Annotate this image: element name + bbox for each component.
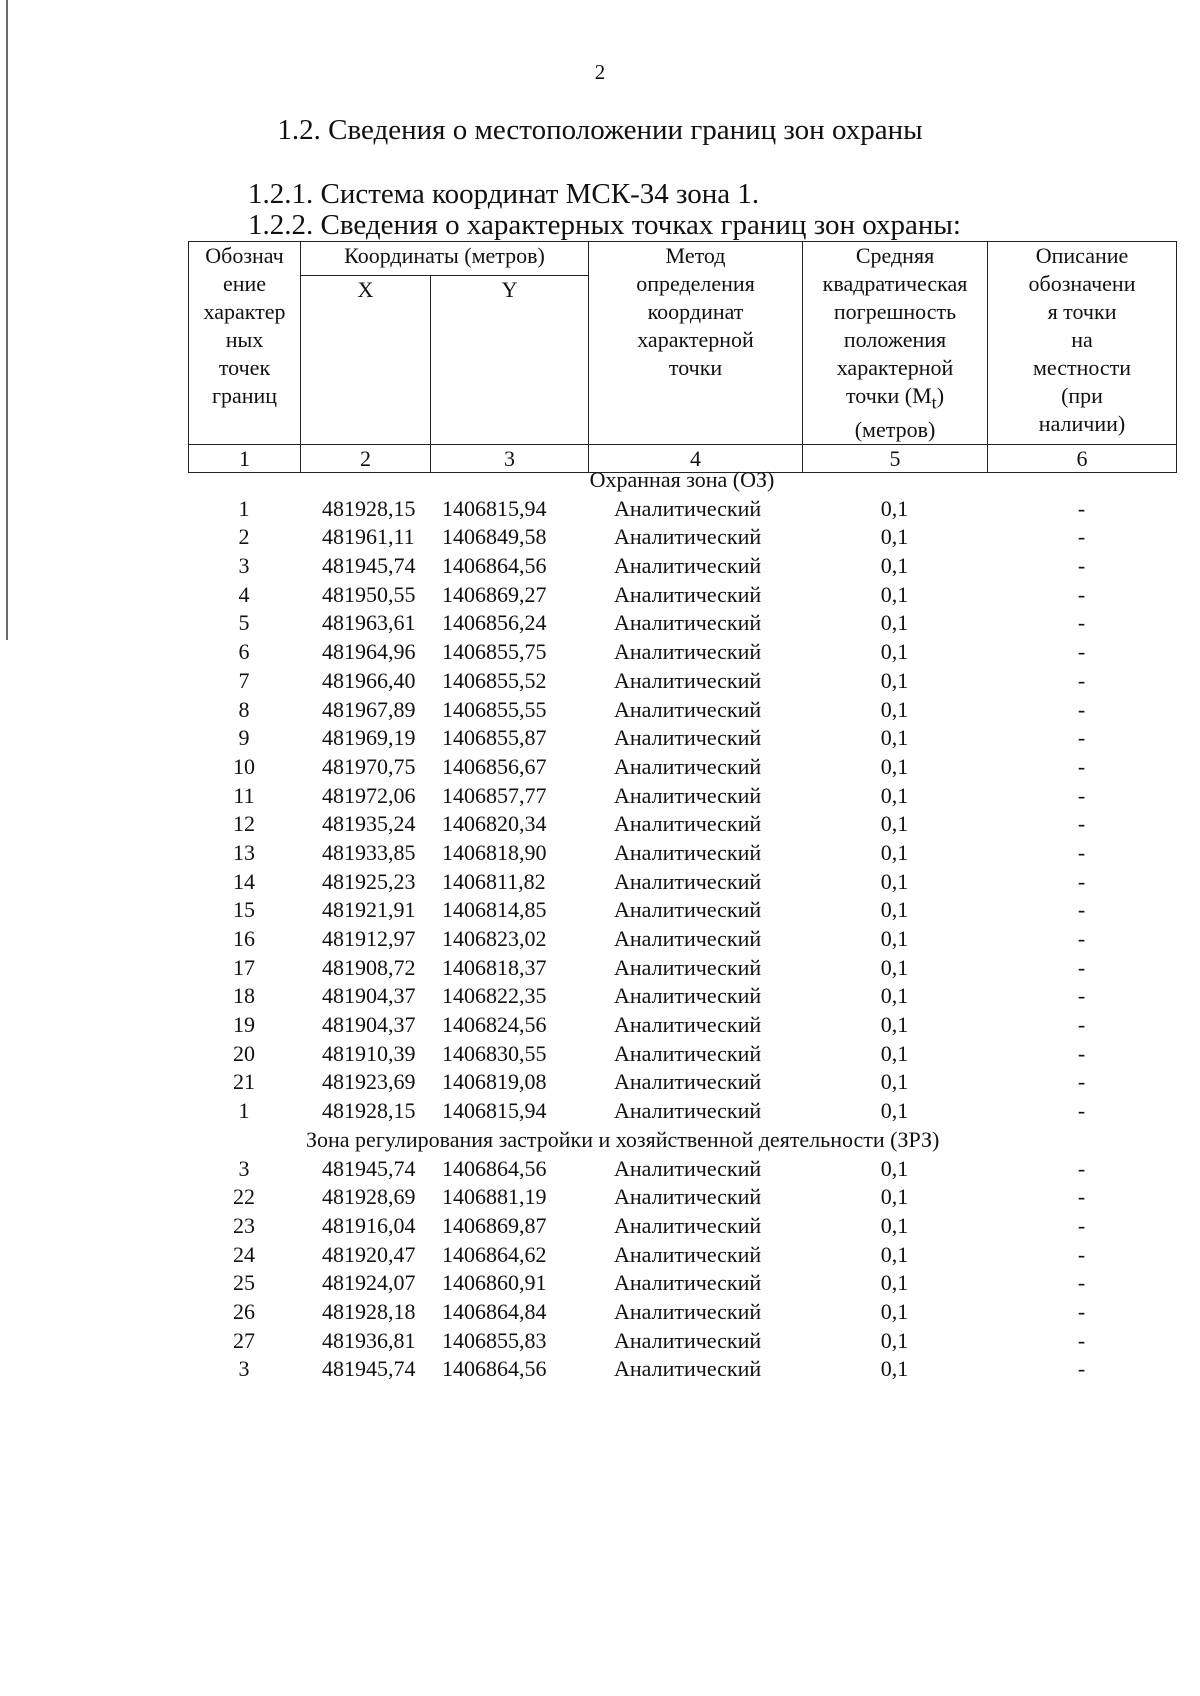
column-number: 2: [301, 445, 431, 473]
point-number: 24: [233, 1241, 255, 1267]
point-number: 15: [233, 897, 255, 923]
coord-y: 1406864,84: [442, 1298, 547, 1324]
mean-error: 0,1: [880, 983, 909, 1009]
mean-error: 0,1: [880, 1212, 909, 1238]
coord-x: 481945,74: [322, 1356, 416, 1382]
coord-x: 481970,75: [322, 753, 416, 779]
method: Аналитический: [614, 926, 762, 951]
header-y: Y: [431, 276, 589, 445]
coord-y: 1406855,55: [442, 696, 547, 722]
section-title: Охранная зона (ОЗ): [589, 467, 775, 492]
method: Аналитический: [614, 954, 762, 980]
mean-error: 0,1: [880, 553, 909, 579]
table-row: [188, 1155, 1176, 1184]
point-description: -: [1077, 782, 1086, 808]
section-title: Зона регулирования застройки и хозяйственной деятельности (ЗРЗ): [306, 1126, 940, 1152]
point-description: -: [1077, 639, 1086, 665]
point-description: -: [1077, 1098, 1086, 1124]
method: Аналитический: [614, 868, 762, 894]
method: Аналитический: [614, 1155, 762, 1181]
coord-y: 1406860,91: [442, 1270, 547, 1296]
point-description: -: [1077, 495, 1086, 521]
coord-x: 481933,85: [322, 839, 416, 865]
header-error: Средняя квадратическая погрешность положения характерной точки $(M_t)$ (метров): [803, 242, 988, 445]
point-number: 19: [233, 1012, 255, 1038]
coord-y: 1406864,56: [442, 1155, 547, 1181]
table-row: [188, 782, 1176, 811]
mean-error: 0,1: [880, 1069, 909, 1095]
document-title: 1.2. Сведения о местоположении границ зон охраны: [277, 114, 923, 146]
method: Аналитический: [614, 725, 762, 751]
coord-x: 481964,96: [322, 639, 416, 665]
mean-error: 0,1: [880, 524, 909, 550]
coord-x: 481923,69: [322, 1069, 416, 1095]
method: Аналитический: [614, 667, 762, 693]
coord-x: 481961,11: [322, 524, 415, 550]
point-number: 25: [233, 1270, 255, 1296]
coord-x: 481935,24: [322, 811, 416, 837]
method: Аналитический: [614, 1270, 762, 1296]
coord-x: 481928,15: [322, 1098, 416, 1124]
mean-error: 0,1: [880, 1327, 909, 1353]
point-description: -: [1077, 610, 1086, 636]
coord-y: 1406855,75: [442, 639, 547, 665]
table-row: [188, 896, 1176, 925]
coord-x: 481966,40: [322, 667, 416, 693]
table-row: [188, 581, 1176, 610]
point-description: -: [1077, 811, 1086, 837]
coord-x: 481921,91: [322, 897, 416, 923]
point-number: 21: [233, 1069, 255, 1095]
method: Аналитический: [614, 983, 762, 1009]
point-description: -: [1077, 1212, 1086, 1238]
method: Аналитический: [614, 1356, 762, 1382]
table-row: [188, 1040, 1176, 1069]
method: Аналитический: [614, 1327, 762, 1353]
coord-y: 1406857,77: [442, 782, 547, 808]
point-description: -: [1077, 725, 1086, 751]
coord-y: 1406869,27: [442, 581, 547, 607]
method: Аналитический: [614, 610, 762, 636]
coord-x: 481945,74: [322, 553, 416, 579]
mean-error: 0,1: [880, 1155, 909, 1181]
header-designation: Обознач ение характер ных точек границ: [189, 242, 301, 445]
mean-error: 0,1: [880, 667, 909, 693]
table-row: [188, 552, 1176, 581]
coord-y: 1406864,62: [442, 1241, 547, 1267]
mean-error: 0,1: [880, 1184, 909, 1210]
coord-y: 1406814,85: [442, 897, 547, 923]
point-description: -: [1077, 1012, 1086, 1038]
table-row: [188, 638, 1176, 667]
section-oz: [188, 466, 1176, 1126]
point-number: 3: [238, 553, 250, 579]
table-row: [188, 1183, 1176, 1212]
coord-y: 1406856,67: [442, 753, 547, 779]
coord-x: 481925,23: [322, 868, 416, 894]
point-number: 8: [238, 696, 250, 722]
table-row: [188, 495, 1176, 524]
mean-error: 0,1: [880, 926, 909, 951]
point-number: 20: [233, 1040, 255, 1066]
method: Аналитический: [614, 811, 762, 837]
coord-y: 1406856,24: [442, 610, 547, 636]
method: Аналитический: [614, 839, 762, 865]
coord-x: 481912,97: [322, 926, 416, 951]
header-coordinates: Координаты (метров): [301, 242, 589, 276]
point-number: 18: [233, 983, 255, 1009]
point-description: -: [1077, 954, 1086, 980]
point-number: 14: [233, 868, 255, 894]
method: Аналитический: [614, 753, 762, 779]
mean-error: 0,1: [880, 1270, 909, 1296]
column-number: 1: [189, 445, 301, 473]
coord-y: 1406818,37: [442, 954, 547, 980]
coord-y: 1406818,90: [442, 839, 547, 865]
point-number: 1: [238, 1098, 250, 1124]
table-row: [188, 1068, 1176, 1097]
point-description: -: [1077, 1241, 1086, 1267]
table-row: [188, 839, 1176, 868]
mean-error: 0,1: [880, 839, 909, 865]
table-row: [188, 954, 1176, 983]
point-number: 10: [233, 753, 255, 779]
table-row: [188, 1097, 1176, 1126]
coord-y: 1406864,56: [442, 553, 547, 579]
point-description: -: [1077, 897, 1086, 923]
table-row: [188, 696, 1176, 725]
coord-x: 481920,47: [322, 1241, 416, 1267]
coord-y: 1406824,56: [442, 1012, 547, 1038]
method: Аналитический: [614, 639, 762, 665]
table-row: [188, 1298, 1176, 1327]
mean-error: 0,1: [880, 1012, 909, 1038]
mean-error: 0,1: [880, 581, 909, 607]
point-description: -: [1077, 1040, 1086, 1066]
header-description: Описание обозначени я точки на местности (при наличии): [988, 242, 1177, 445]
point-description: -: [1077, 667, 1086, 693]
mean-error: 0,1: [880, 1040, 909, 1066]
point-number: 22: [233, 1184, 255, 1210]
mean-error: 0,1: [880, 954, 909, 980]
coord-x: 481969,19: [322, 725, 416, 751]
method: Аналитический: [614, 1012, 762, 1038]
coord-x: 481945,74: [322, 1155, 416, 1181]
column-number: 5: [803, 445, 988, 473]
coord-y: 1406822,35: [442, 983, 547, 1009]
mean-error: 0,1: [880, 610, 909, 636]
mean-error: 0,1: [880, 782, 909, 808]
coord-x: 481950,55: [322, 581, 416, 607]
table-row: [188, 667, 1176, 696]
point-number: 1: [238, 495, 250, 521]
method: Аналитический: [614, 1212, 762, 1238]
point-description: -: [1077, 983, 1086, 1009]
mean-error: 0,1: [880, 868, 909, 894]
table-row: [188, 868, 1176, 897]
method: Аналитический: [614, 524, 762, 550]
method: Аналитический: [614, 1298, 762, 1324]
table-row: [188, 724, 1176, 753]
coord-x: 481928,18: [322, 1298, 416, 1324]
coord-y: 1406830,55: [442, 1040, 547, 1066]
point-description: -: [1077, 553, 1086, 579]
header-x: X: [301, 276, 431, 445]
point-description: -: [1077, 581, 1086, 607]
method: Аналитический: [614, 495, 762, 521]
point-number: 6: [238, 639, 250, 665]
method: Аналитический: [614, 1040, 762, 1066]
points-table-body: [188, 466, 1176, 1384]
section-zrz: [188, 1126, 1176, 1384]
point-description: -: [1077, 696, 1086, 722]
table-row: [188, 1241, 1176, 1270]
coord-x: 481910,39: [322, 1040, 416, 1066]
point-number: 23: [233, 1212, 255, 1238]
point-number: 5: [238, 610, 250, 636]
table-row: [188, 925, 1176, 954]
coord-x: 481904,37: [322, 983, 416, 1009]
page-number: 2: [594, 60, 606, 84]
mean-error: 0,1: [880, 897, 909, 923]
coord-x: 481928,15: [322, 495, 416, 521]
point-description: -: [1077, 926, 1086, 951]
point-description: -: [1077, 753, 1086, 779]
coord-y: 1406815,94: [442, 495, 547, 521]
table-row: [188, 1011, 1176, 1040]
mean-error: 0,1: [880, 1298, 909, 1324]
mean-error: 0,1: [880, 495, 909, 521]
coord-y: 1406855,87: [442, 725, 547, 751]
mean-error: 0,1: [880, 639, 909, 665]
table-row: [188, 1269, 1176, 1298]
table-row: [188, 1355, 1176, 1384]
point-number: 27: [233, 1327, 255, 1353]
method: Аналитический: [614, 1241, 762, 1267]
coord-x: 481904,37: [322, 1012, 416, 1038]
table-row: [188, 523, 1176, 552]
coord-y: 1406823,02: [442, 926, 547, 951]
mean-error: 0,1: [880, 696, 909, 722]
mean-error: 0,1: [880, 725, 909, 751]
coordinate-system-line: 1.2.1. Система координат МСК-34 зона 1.: [248, 178, 760, 210]
point-description: -: [1077, 839, 1086, 865]
column-number: 3: [431, 445, 589, 473]
method: Аналитический: [614, 1184, 762, 1210]
method: Аналитический: [614, 897, 762, 923]
points-table-header: [188, 241, 1177, 473]
coord-y: 1406820,34: [442, 811, 547, 837]
point-number: 3: [238, 1356, 250, 1382]
method: Аналитический: [614, 1069, 762, 1095]
point-number: 16: [233, 926, 255, 951]
coord-y: 1406881,19: [442, 1184, 547, 1210]
point-description: -: [1077, 1327, 1086, 1353]
mean-error: 0,1: [880, 1356, 909, 1382]
mean-error: 0,1: [880, 1098, 909, 1124]
point-number: 17: [233, 954, 255, 980]
table-row: [188, 609, 1176, 638]
coord-x: 481972,06: [322, 782, 416, 808]
method: Аналитический: [614, 696, 762, 722]
point-number: 3: [238, 1155, 250, 1181]
point-number: 12: [233, 811, 255, 837]
coord-x: 481928,69: [322, 1184, 416, 1210]
coord-y: 1406819,08: [442, 1069, 547, 1095]
method: Аналитический: [614, 581, 762, 607]
point-description: -: [1077, 868, 1086, 894]
point-number: 26: [233, 1298, 255, 1324]
mean-error: 0,1: [880, 811, 909, 837]
coord-y: 1406855,83: [442, 1327, 547, 1353]
table-row: [188, 753, 1176, 782]
mean-error: 0,1: [880, 1241, 909, 1267]
coord-x: 481924,07: [322, 1270, 416, 1296]
points-heading: 1.2.2. Сведения о характерных точках границ зон охраны:: [248, 209, 961, 241]
point-number: 11: [233, 782, 255, 808]
point-number: 13: [233, 839, 255, 865]
point-description: -: [1077, 1356, 1086, 1382]
table-row: [188, 1212, 1176, 1241]
point-number: 4: [238, 581, 250, 607]
table-row: [188, 982, 1176, 1011]
point-description: -: [1077, 1270, 1086, 1296]
mean-error: 0,1: [880, 753, 909, 779]
coord-y: 1406849,58: [442, 524, 547, 550]
point-number: 7: [238, 667, 250, 693]
point-number: 9: [238, 725, 250, 751]
coord-x: 481916,04: [322, 1212, 416, 1238]
point-description: -: [1077, 524, 1086, 550]
coord-y: 1406869,87: [442, 1212, 547, 1238]
coord-y: 1406815,94: [442, 1098, 547, 1124]
column-number: 4: [589, 445, 803, 473]
coord-y: 1406864,56: [442, 1356, 547, 1382]
table-row: [188, 810, 1176, 839]
table-row: [188, 1327, 1176, 1356]
method: Аналитический: [614, 1098, 762, 1124]
coord-x: 481963,61: [322, 610, 416, 636]
method: Аналитический: [614, 553, 762, 579]
coord-x: 481936,81: [322, 1327, 416, 1353]
coord-x: 481908,72: [322, 954, 416, 980]
point-description: -: [1077, 1184, 1086, 1210]
scan-edge-line: [6, 0, 8, 640]
coord-x: 481967,89: [322, 696, 416, 722]
point-number: 2: [238, 524, 250, 550]
coord-y: 1406811,82: [442, 868, 546, 894]
point-description: -: [1077, 1298, 1086, 1324]
method: Аналитический: [614, 782, 762, 808]
point-description: -: [1077, 1155, 1086, 1181]
column-number: 6: [988, 445, 1177, 473]
coord-y: 1406855,52: [442, 667, 547, 693]
point-description: -: [1077, 1069, 1086, 1095]
header-method: Метод определения координат характерной точки: [589, 242, 803, 445]
